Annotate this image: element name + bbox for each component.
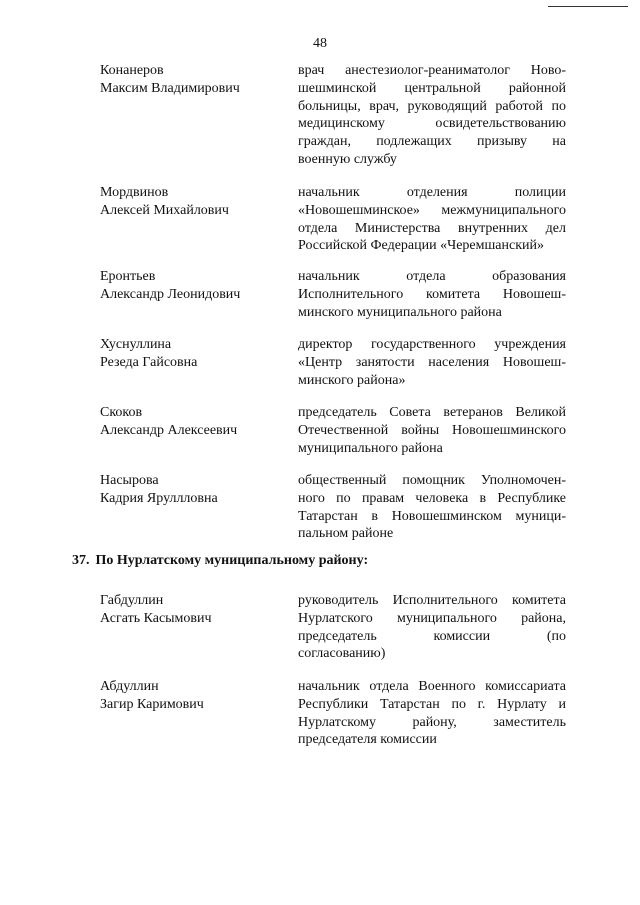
member-role: [298, 62, 566, 169]
role-line: директор государственного учреждения: [298, 337, 566, 352]
member-name: [100, 472, 280, 508]
role-line: Татарстан в Новошешминском муници-: [298, 508, 566, 524]
role-line: ного по правам человека в Республике: [298, 490, 566, 506]
member-given-names: Алексей Михайлович: [100, 202, 229, 218]
role-line: руководитель Исполнительного комитета: [298, 593, 566, 608]
top-rule-line: [548, 6, 628, 7]
member-surname: Скоков: [100, 405, 143, 420]
role-line: «Новошешминское» межмуниципального: [298, 202, 566, 218]
role-line: начальник отдела образования: [298, 269, 566, 284]
member-name: [100, 404, 280, 440]
role-line: согласованию): [298, 646, 386, 662]
member-name: [100, 62, 280, 98]
role-line: председателя комиссии: [298, 732, 437, 748]
role-line: отдела Министерства внутренних дел: [298, 220, 566, 236]
member-given-names: Александр Алексеевич: [100, 422, 238, 438]
role-line: шешминской центральной районной: [298, 80, 566, 96]
role-line: «Центр занятости населения Новошеш-: [298, 354, 566, 370]
member-name: [100, 336, 280, 372]
member-name: [100, 268, 280, 304]
member-surname: Еронтьев: [100, 269, 156, 284]
page-number: 48: [313, 36, 327, 51]
member-name: [100, 592, 280, 628]
member-role: [298, 472, 566, 543]
role-line: Исполнительного комитета Новошеш-: [298, 286, 566, 302]
role-line: председатель комиссии (по: [298, 628, 566, 644]
section-heading: [72, 553, 368, 569]
member-role: [298, 592, 566, 663]
member-role: [298, 268, 566, 321]
role-line: пальном районе: [298, 526, 394, 542]
role-line: начальник отдела Военного комиссариата: [298, 679, 566, 694]
role-line: муниципального района: [298, 440, 443, 456]
role-line: минского района»: [298, 372, 406, 388]
member-role: [298, 184, 566, 255]
section-number: 37.: [72, 553, 90, 568]
member-role: [298, 678, 566, 749]
member-surname: Абдуллин: [100, 679, 159, 694]
member-given-names: Кадрия Яруллловна: [100, 490, 218, 506]
member-surname: Насырова: [100, 473, 159, 488]
member-surname: Мордвинов: [100, 185, 169, 200]
section-title: По Нурлатскому муниципальному району:: [95, 553, 369, 568]
role-line: военную службу: [298, 151, 397, 167]
role-line: начальник отделения полиции: [298, 185, 566, 200]
role-line: медицинскому освидетельствованию: [298, 116, 566, 132]
member-name: [100, 678, 280, 714]
member-given-names: Загир Каримович: [100, 696, 204, 712]
role-line: общественный помощник Уполномочен-: [298, 473, 566, 488]
member-given-names: Асгать Касымович: [100, 610, 212, 626]
member-name: [100, 184, 280, 220]
role-line: минского муниципального района: [298, 304, 502, 320]
role-line: Нурлатскому району, заместитель: [298, 714, 566, 730]
member-role: [298, 404, 566, 457]
role-line: председатель Совета ветеранов Великой: [298, 405, 566, 420]
role-line: больницы, врач, руководящий работой по: [298, 98, 566, 114]
member-role: [298, 336, 566, 389]
member-surname: Габдуллин: [100, 593, 164, 608]
role-line: Отечественной войны Новошешминского: [298, 422, 566, 438]
member-surname: Хуснуллина: [100, 337, 172, 352]
role-line: Республики Татарстан по г. Нурлату и: [298, 696, 566, 712]
role-line: врач анестезиолог-реаниматолог Ново-: [298, 63, 566, 78]
role-line: Нурлатского муниципального района,: [298, 610, 566, 626]
member-surname: Конанеров: [100, 63, 164, 78]
member-given-names: Максим Владимирович: [100, 80, 240, 96]
member-given-names: Александр Леонидович: [100, 286, 241, 302]
member-given-names: Резеда Гайсовна: [100, 354, 198, 370]
role-line: граждан, подлежащих призыву на: [298, 134, 566, 150]
role-line: Российской Федерации «Черемшанский»: [298, 238, 544, 254]
